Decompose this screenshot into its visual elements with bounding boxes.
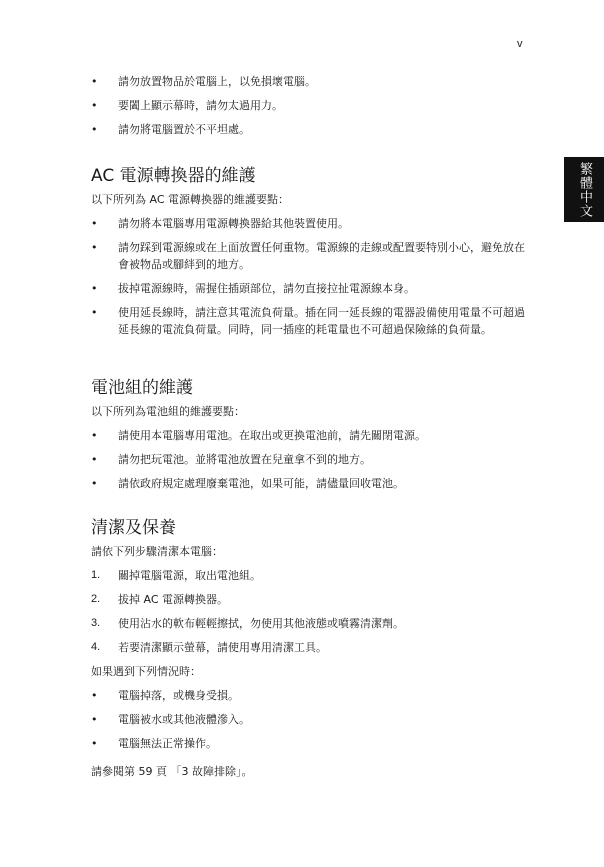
list-item bbox=[91, 591, 531, 608]
top-bullet-list bbox=[91, 73, 531, 138]
list-item-text: 使用延長線時，請注意其電流負荷量。插在同一延長線的電器設備使用電量不可超過延長線的電流負荷量。同時，同一插座的耗電量也不可超過保險絲的負荷量。 bbox=[118, 306, 525, 336]
battery-bullet-list bbox=[91, 427, 531, 492]
bullet-icon: • bbox=[91, 123, 98, 136]
bullet-icon: • bbox=[91, 453, 98, 466]
ac-section-intro: 以下所列為 AC 電源轉換器的維護要點： bbox=[91, 193, 290, 206]
list-item-text: 電腦無法正常操作。 bbox=[118, 737, 217, 750]
battery-section-intro: 以下所列為電池組的維護要點： bbox=[91, 405, 245, 418]
top-bullet-section bbox=[91, 73, 531, 145]
list-item-text: 請依政府規定處理廢棄電池，如果可能，請儘量回收電池。 bbox=[118, 477, 404, 490]
list-item-text: 使用沾水的軟布輕輕擦拭，勿使用其他液態或噴霧清潔劑。 bbox=[118, 617, 404, 630]
bullet-icon: • bbox=[91, 75, 98, 88]
step-number: 4. bbox=[91, 641, 101, 653]
list-item bbox=[91, 451, 531, 468]
bullet-icon: • bbox=[91, 737, 98, 750]
bullet-icon: • bbox=[91, 217, 98, 230]
list-item-text: 關掉電腦電源，取出電池組。 bbox=[118, 569, 261, 582]
list-item-text: 電腦掉落，或機身受損。 bbox=[118, 689, 239, 702]
list-item bbox=[91, 97, 531, 114]
list-item-text: 若要清潔顯示螢幕，請使用專用清潔工具。 bbox=[118, 641, 327, 654]
cleaning-steps-list bbox=[91, 567, 531, 656]
list-item bbox=[91, 427, 531, 444]
list-item-text: 請勿踩到電源線或在上面放置任何重物。電源線的走線或配置要特別小心，避免放在會被物品或腳絆到的地方。 bbox=[118, 241, 525, 271]
cleaning-condition-intro: 如果遇到下列情況時： bbox=[91, 665, 201, 678]
list-item bbox=[91, 639, 531, 656]
cleaning-conditions-section bbox=[91, 687, 531, 759]
list-item bbox=[91, 280, 531, 297]
bullet-icon: • bbox=[91, 306, 98, 319]
bullet-icon: • bbox=[91, 282, 98, 295]
bullet-icon: • bbox=[91, 689, 98, 702]
ac-bullet-list bbox=[91, 215, 531, 338]
bullet-icon: • bbox=[91, 99, 98, 112]
bullet-icon: • bbox=[91, 429, 98, 442]
list-item bbox=[91, 687, 531, 704]
cleaning-section-intro: 請依下列步驟清潔本電腦： bbox=[91, 545, 223, 558]
battery-bullet-section bbox=[91, 427, 531, 499]
list-item-text: 要闔上顯示幕時，請勿太過用力。 bbox=[118, 99, 283, 112]
battery-section-heading: 電池組的維護 bbox=[91, 378, 193, 398]
list-item-text: 請使用本電腦專用電池。在取出或更換電池前，請先關閉電源。 bbox=[118, 429, 426, 442]
list-item-text: 請勿把玩電池。並將電池放置在兒童拿不到的地方。 bbox=[118, 453, 371, 466]
list-item-text: 拔掉電源線時，需握住插頭部位，請勿直接拉扯電源線本身。 bbox=[118, 282, 415, 295]
list-item-text: 電腦被水或其他液體滲入。 bbox=[118, 713, 250, 726]
ac-section-heading: AC 電源轉換器的維護 bbox=[91, 166, 256, 186]
list-item bbox=[91, 215, 531, 232]
list-item bbox=[91, 73, 531, 90]
step-number: 3. bbox=[91, 617, 101, 629]
language-side-tab bbox=[564, 157, 604, 222]
list-item-text: 請勿放置物品於電腦上，以免損壞電腦。 bbox=[118, 75, 316, 88]
list-item-text: 拔掉 AC 電源轉換器。 bbox=[118, 593, 229, 606]
bullet-icon: • bbox=[91, 713, 98, 726]
page-number: v bbox=[517, 38, 523, 50]
list-item bbox=[91, 711, 531, 728]
list-item bbox=[91, 475, 531, 492]
list-item bbox=[91, 239, 531, 273]
list-item bbox=[91, 567, 531, 584]
cleaning-section-heading: 清潔及保養 bbox=[91, 518, 176, 538]
bullet-icon: • bbox=[91, 241, 98, 254]
list-item bbox=[91, 735, 531, 752]
step-number: 2. bbox=[91, 593, 101, 605]
bullet-icon: • bbox=[91, 477, 98, 490]
cleaning-conditions-list bbox=[91, 687, 531, 752]
list-item bbox=[91, 615, 531, 632]
step-number: 1. bbox=[91, 569, 101, 581]
cleaning-steps-section bbox=[91, 567, 531, 663]
ac-bullet-section bbox=[91, 215, 531, 345]
list-item bbox=[91, 304, 531, 338]
troubleshooting-reference: 請參閱第 59 頁 「3 故障排除」。 bbox=[91, 765, 253, 778]
language-side-tab-label: 繁體中文 bbox=[577, 161, 592, 218]
list-item-text: 請勿將本電腦專用電源轉換器給其他裝置使用。 bbox=[118, 217, 349, 230]
list-item-text: 請勿將電腦置於不平坦處。 bbox=[118, 123, 250, 136]
list-item bbox=[91, 121, 531, 138]
